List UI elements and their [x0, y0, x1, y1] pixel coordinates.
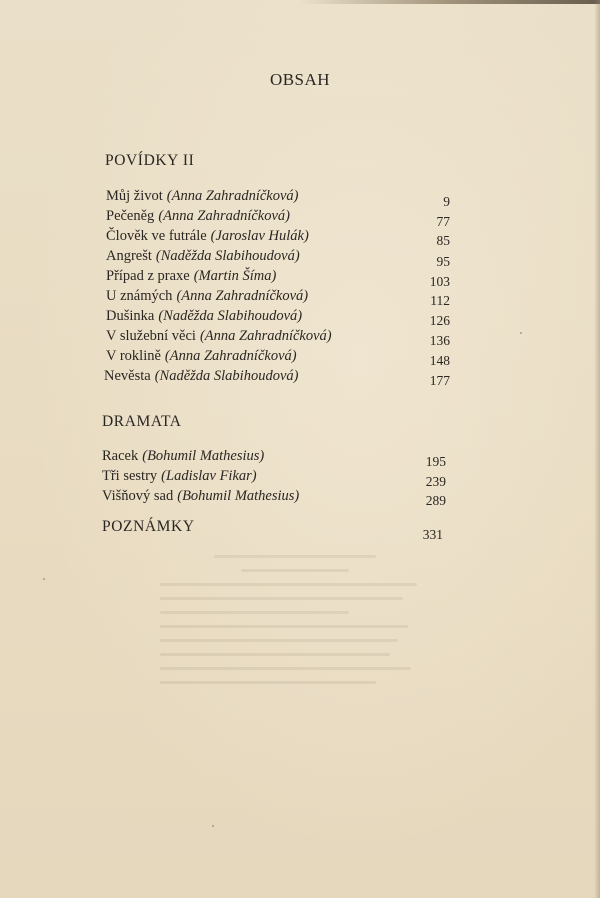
entry-title: Případ z praxe [106, 268, 190, 284]
contents-heading: OBSAH [269, 70, 331, 89]
entry-page-number: 77 [436, 214, 450, 229]
entry-title: Višňový sad [102, 488, 174, 504]
entry-title: Racek [102, 448, 139, 464]
entry-translator: (Ladislav Fikar) [161, 468, 257, 484]
section-title-dramata: DRAMATA [102, 413, 182, 430]
entry-title: Pečeněg [106, 208, 155, 224]
section-title-poznamky: POZNÁMKY [102, 518, 195, 535]
entry-translator: (Anna Zahradníčková) [158, 208, 290, 224]
entry-page-number: 239 [425, 474, 446, 489]
entry-translator: (Bohumil Mathesius) [177, 488, 300, 504]
toc-entry [106, 246, 300, 266]
toc-entry [104, 366, 298, 386]
entry-translator: (Anna Zahradníčková) [164, 348, 297, 364]
toc-entry [106, 266, 276, 286]
toc-entry [106, 326, 332, 346]
entry-page-number: 9 [443, 194, 450, 209]
entry-translator: (Naděžda Slabihoudová) [158, 308, 303, 324]
toc-entry [106, 186, 298, 206]
entry-translator: (Anna Zahradníčková) [176, 288, 309, 304]
entry-title: Můj život [106, 188, 163, 204]
entry-title: Dušinka [106, 308, 155, 324]
toc-entry [102, 466, 257, 486]
entry-translator: (Bohumil Mathesius) [142, 448, 265, 464]
entry-page-number: 289 [425, 493, 446, 508]
page-edge-shadow [300, 0, 600, 4]
toc-entry [106, 226, 309, 246]
entry-title: U známých [106, 288, 173, 304]
entry-translator: (Jaroslav Hulák) [210, 228, 309, 244]
entry-page-number: 136 [429, 333, 450, 348]
entry-translator: (Naděžda Slabihoudová) [154, 368, 299, 384]
toc-entry [106, 206, 290, 226]
paper-speck [43, 578, 45, 580]
entry-page-number: 112 [430, 293, 450, 308]
entry-page-number: 126 [429, 313, 450, 328]
paper-speck [212, 825, 214, 827]
entry-title: V roklině [106, 348, 161, 364]
entry-page-number: 95 [436, 254, 450, 269]
entry-title: Nevěsta [104, 368, 151, 384]
page-edge-right [594, 0, 600, 898]
entry-page-number: 85 [436, 233, 450, 248]
entry-page-number: 148 [429, 353, 450, 368]
section-title-povidky: POVÍDKY II [105, 152, 195, 169]
entry-translator: (Naděžda Slabihoudová) [155, 248, 300, 264]
toc-entry [102, 486, 299, 506]
entry-translator: (Anna Zahradníčková) [166, 188, 299, 204]
entry-page-number: 331 [422, 527, 443, 542]
entry-title: V služební věci [106, 328, 196, 344]
entry-translator: (Martin Šíma) [193, 268, 277, 284]
entry-page-number: 103 [429, 274, 450, 289]
entry-translator: (Anna Zahradníčková) [199, 328, 332, 344]
toc-entry [106, 286, 308, 306]
toc-entry [102, 446, 264, 466]
toc-entry [106, 306, 302, 326]
entry-page-number: 177 [429, 373, 450, 388]
paper-speck [520, 332, 522, 334]
bleed-through-text [160, 555, 430, 785]
toc-entry [106, 346, 297, 366]
entry-title: Tři sestry [102, 468, 158, 484]
entry-title: Člověk ve futrále [106, 228, 207, 244]
entry-title: Angrešt [106, 248, 152, 264]
entry-page-number: 195 [425, 454, 446, 469]
